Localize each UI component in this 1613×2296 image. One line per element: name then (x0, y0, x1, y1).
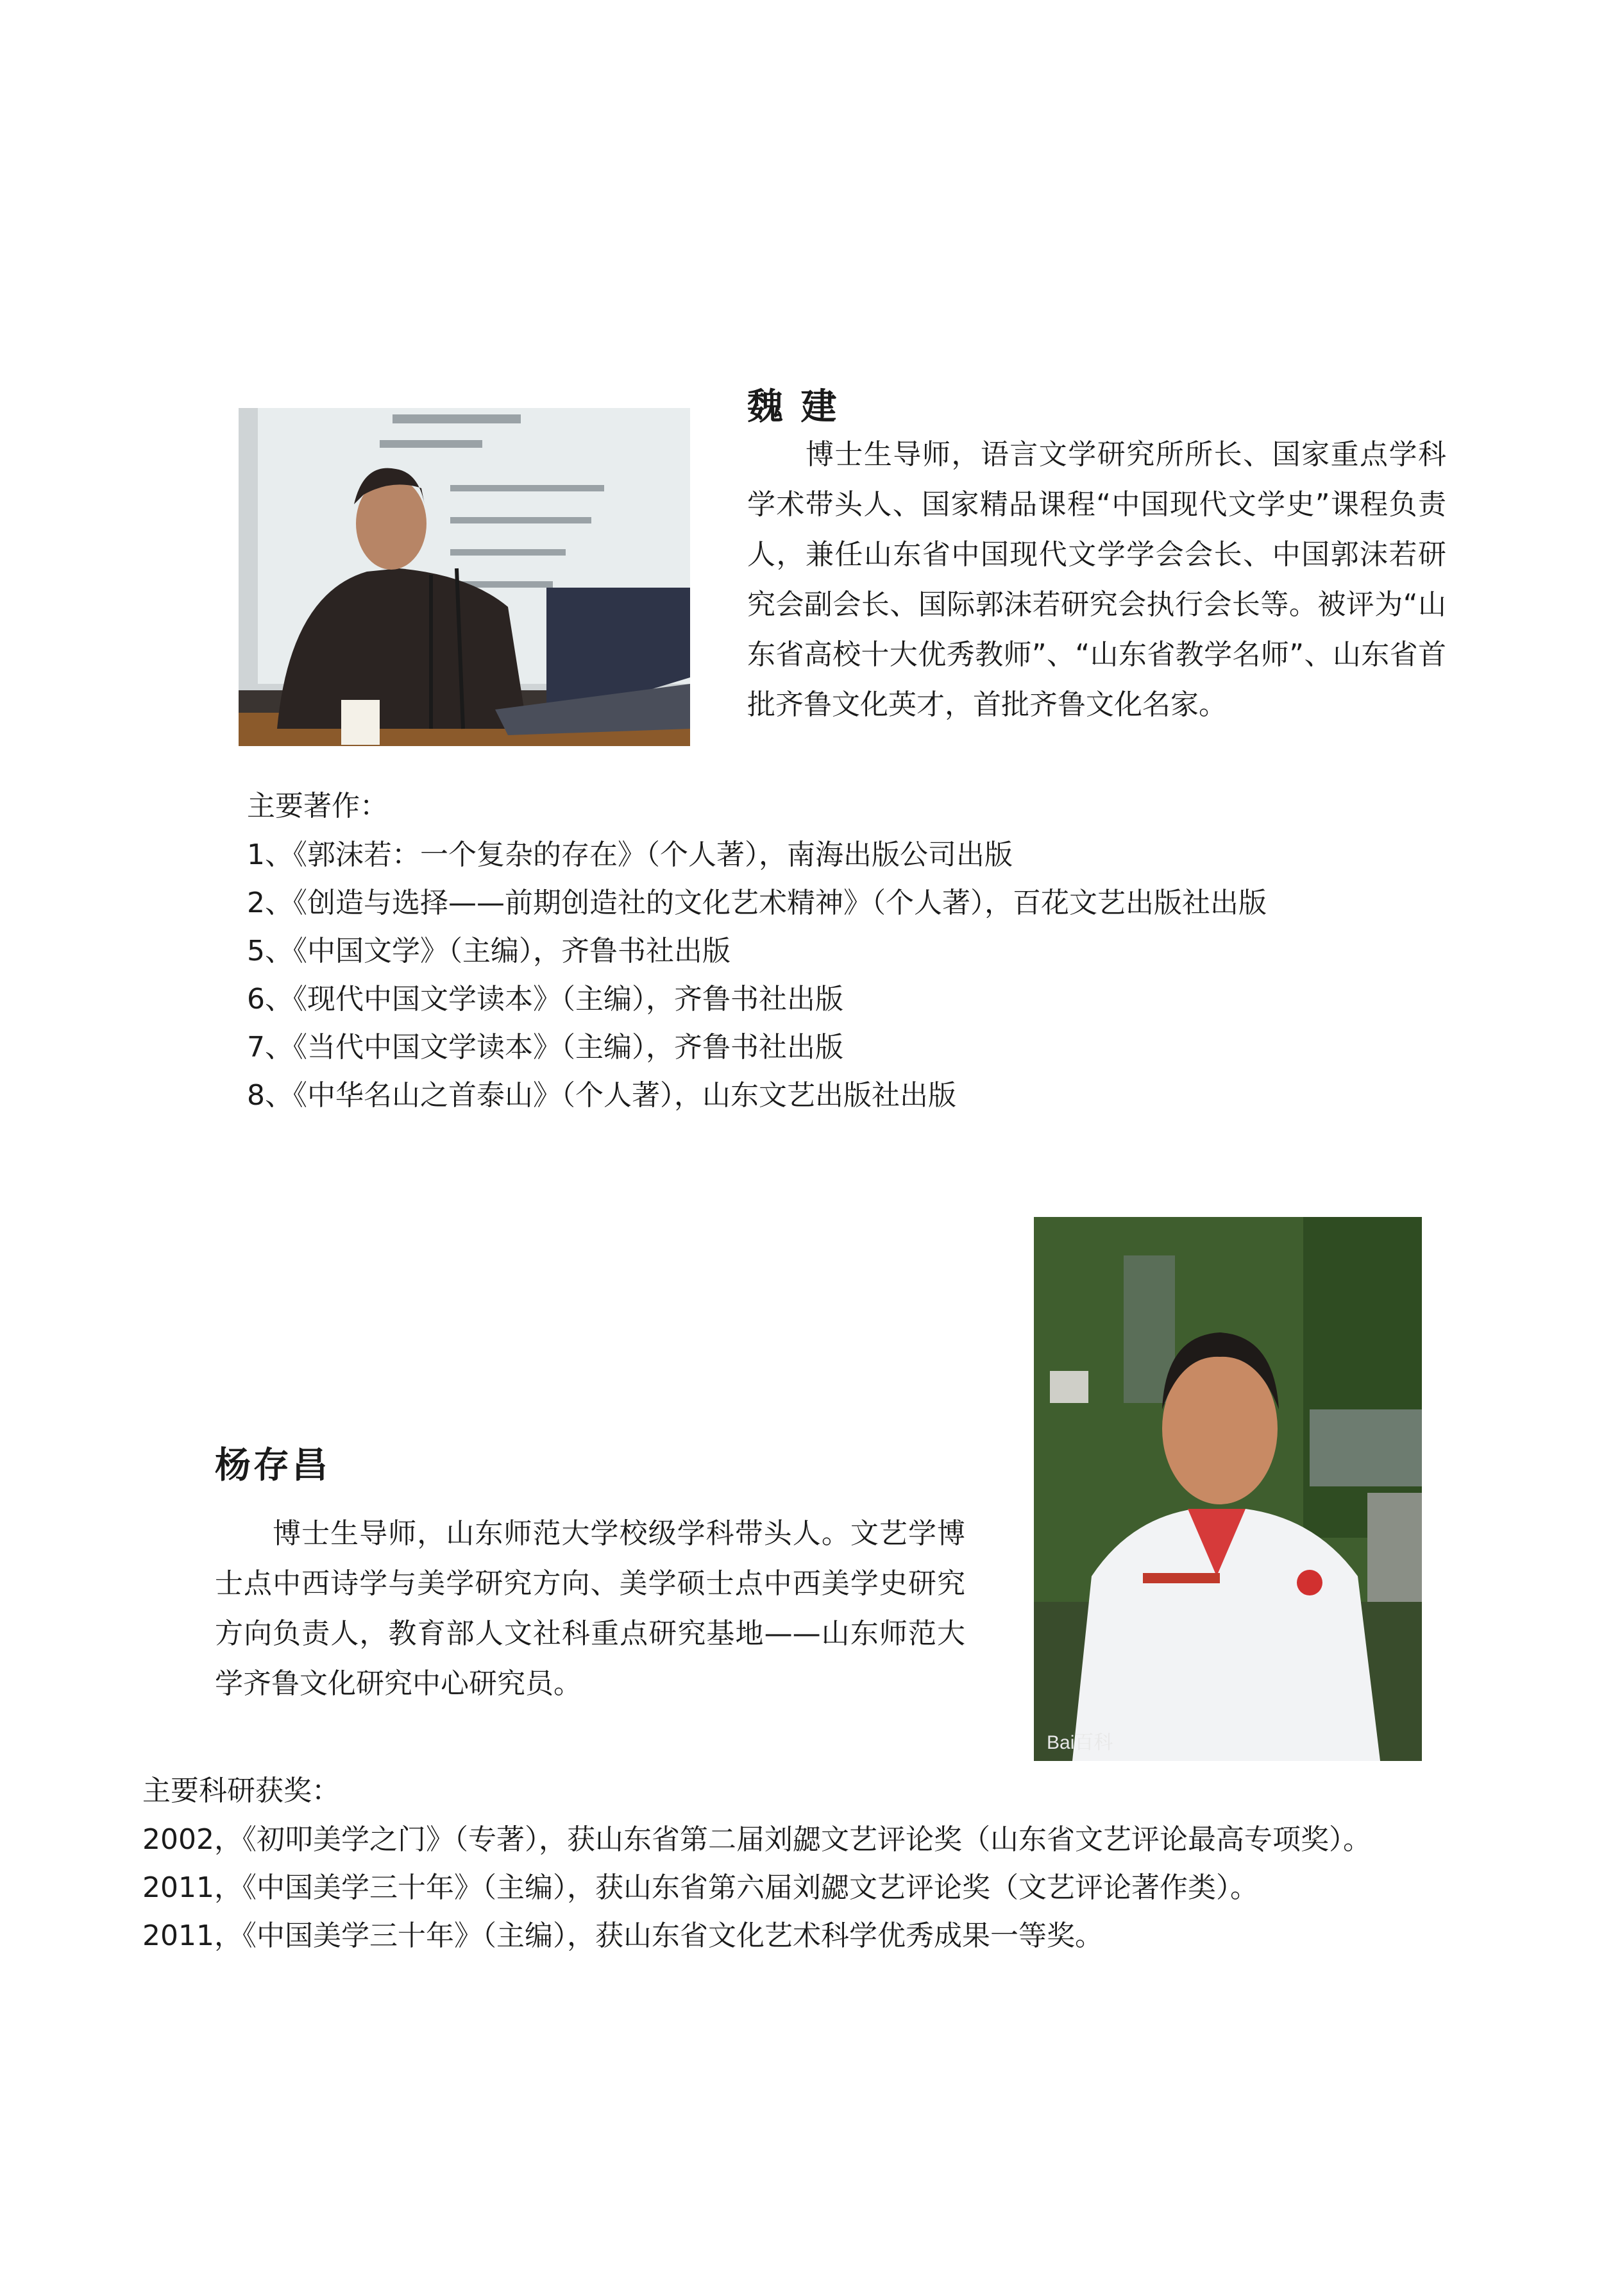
list-item: 2002，《初叩美学之门》（专著），获山东省第二届刘勰文艺评论奖（山东省文艺评论最高专项奖）。 (142, 1823, 1371, 1856)
portrait-photo (1034, 1217, 1422, 1761)
list-item: 5、《中国文学》（主编），齐鲁书社出版 (247, 935, 730, 967)
profile-name: 杨存昌 (215, 1444, 330, 1486)
list-item: 7、《当代中国文学读本》（主编），齐鲁书社出版 (247, 1031, 843, 1064)
list-item: 2011，《中国美学三十年》（主编），获山东省文化艺术科学优秀成果一等奖。 (142, 1919, 1103, 1952)
watermark-text: Bai百科 (1047, 1732, 1113, 1753)
profile-name: 魏 建 (747, 386, 840, 428)
awards-list (142, 1816, 1371, 1960)
list-item: 6、《现代中国文学读本》（主编），齐鲁书社出版 (247, 983, 843, 1016)
works-heading: 主要著作： (247, 790, 388, 822)
awards-heading: 主要科研获奖： (142, 1774, 340, 1807)
profile-bio: 博士生导师，语言文学研究所所长、国家重点学科学术带头人、国家精品课程“中国现代文学史”课程负责人，兼任山东省中国现代文学学会会长、中国郭沫若研究会副会长、国际郭沫若研究会执行会长等。被评为“山东省高校十大优秀教师”、“山东省教学名师”、山东省首批齐鲁文化英才，首批齐鲁文化名家。 (747, 438, 1446, 721)
list-item: 2011，《中国美学三十年》（主编），获山东省第六届刘勰文艺评论奖（文艺评论著作类）。 (142, 1871, 1258, 1904)
profile-bio: 博士生导师，山东师范大学校级学科带头人。文艺学博士点中西诗学与美学研究方向、美学硕士点中西美学史研究方向负责人，教育部人文社科重点研究基地——山东师范大学齐鲁文化研究中心研究员。 (215, 1517, 965, 1700)
works-list (247, 831, 1267, 1119)
list-item: 1、《郭沫若：一个复杂的存在》（个人著），南海出版公司出版 (247, 838, 1013, 871)
lecturer-photo (239, 408, 690, 746)
list-item: 8、《中华名山之首泰山》（个人著），山东文艺出版社出版 (247, 1079, 956, 1112)
list-item: 2、《创造与选择——前期创造社的文化艺术精神》（个人著），百花文艺出版社出版 (247, 887, 1267, 919)
